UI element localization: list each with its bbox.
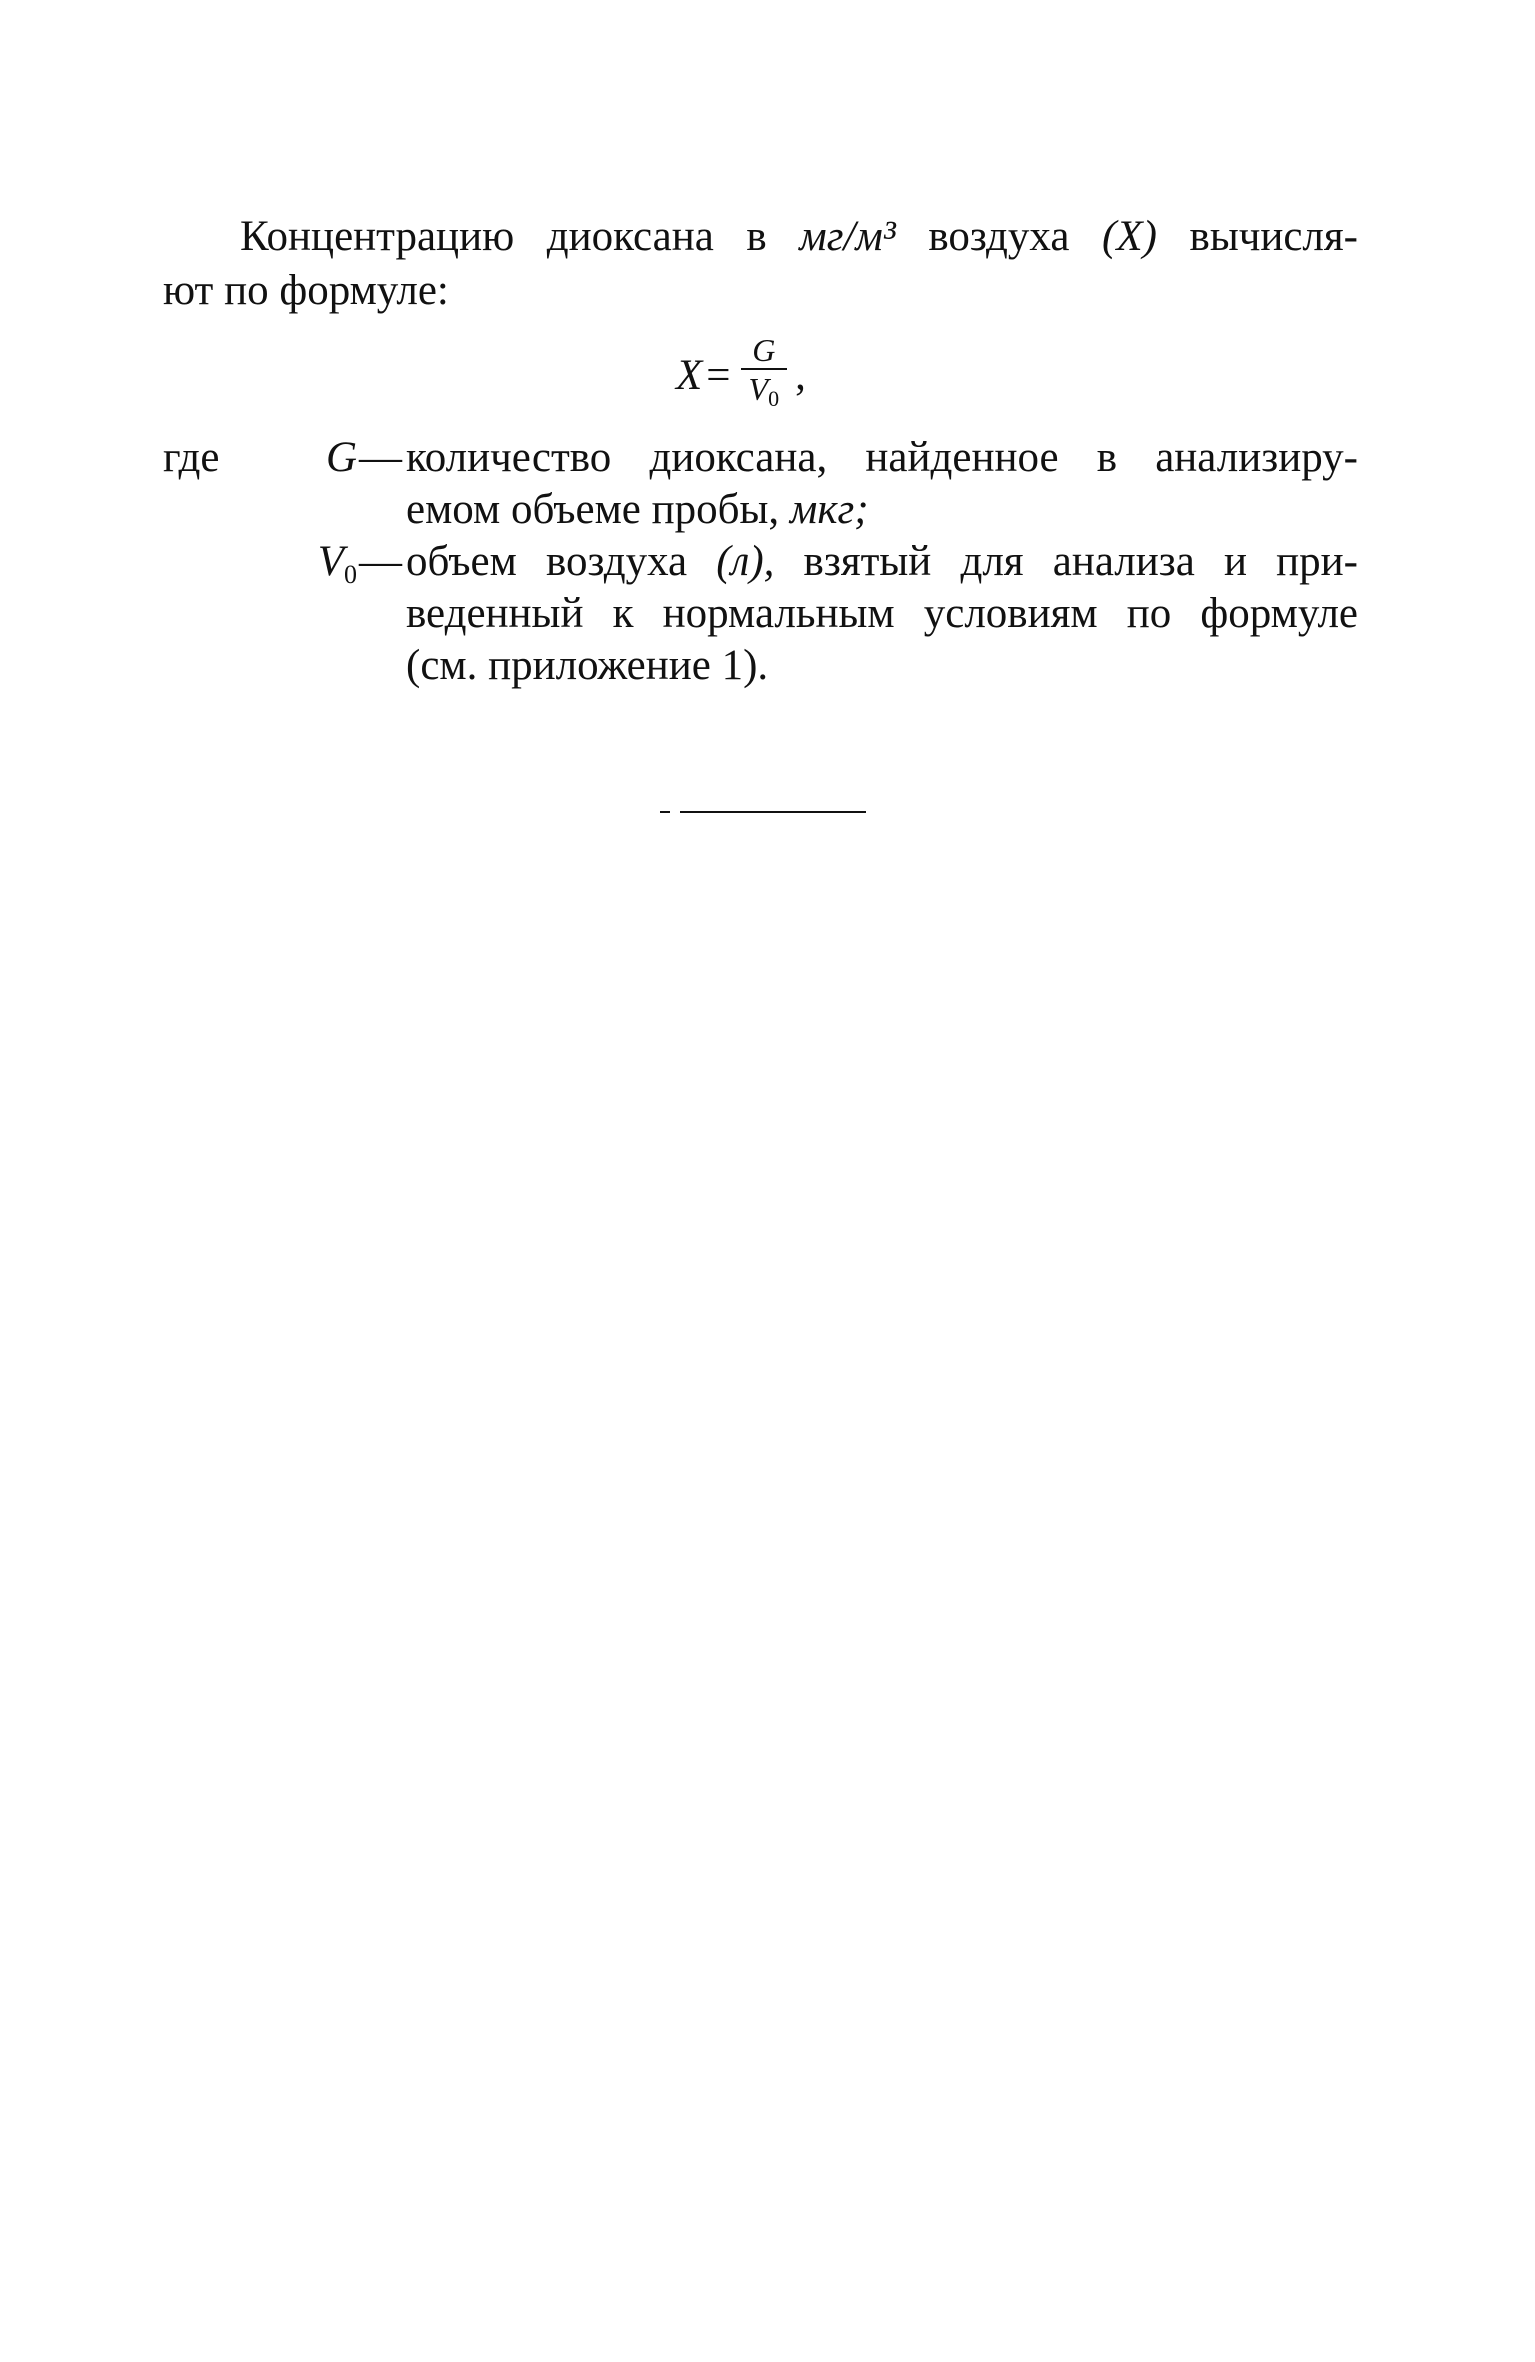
legend-dash: — [359, 434, 402, 481]
legend-description [406, 536, 1358, 692]
formula-fraction [741, 332, 788, 418]
unit-liter: (л), [716, 538, 775, 585]
legend-item-v0 [163, 536, 1358, 692]
legend-line [406, 484, 1358, 536]
intro-text: Концентрацию диоксана в [240, 213, 800, 260]
unit-mkg: мкг; [789, 486, 869, 533]
legend-line: (см. приложение 1). [406, 642, 769, 689]
legend-line [406, 536, 1358, 588]
legend-symbol-text: G [325, 434, 357, 481]
divider-gap [670, 811, 680, 813]
legend-symbol [249, 536, 357, 601]
section-divider [660, 811, 866, 813]
legend-symbol-sub: 0 [344, 560, 357, 589]
denominator-sub: 0 [768, 386, 780, 411]
formula-comma: , [795, 351, 806, 399]
legend-description [406, 432, 1358, 536]
legend-item-g [163, 432, 1358, 536]
legend-dash: — [359, 538, 402, 585]
formula-equals: = [706, 351, 731, 399]
variable-x: (X) [1102, 213, 1157, 260]
intro-paragraph [163, 210, 1358, 318]
denominator-var: V [748, 371, 769, 407]
legend-symbol [249, 432, 357, 484]
intro-line-1 [163, 210, 1358, 264]
legend-line: веденный к нормальным условиям по формуле [406, 590, 1358, 637]
legend-symbol-text: V [317, 538, 344, 585]
legend-text: объем воздуха [406, 538, 717, 585]
legend-where: где [163, 434, 220, 481]
formula-lhs: X [676, 351, 703, 399]
formula-legend [163, 432, 1358, 692]
unit-mg-per-m3: мг/м³ [799, 213, 896, 260]
legend-text: взятый для анализа и при- [774, 538, 1358, 585]
formula [676, 325, 806, 425]
formula-numerator: G [752, 332, 776, 368]
intro-line-2: ют по формуле: [163, 267, 449, 314]
intro-text: вычисля- [1156, 213, 1358, 260]
legend-text: емом объеме пробы, [406, 486, 790, 533]
formula-denominator [741, 370, 788, 418]
intro-text: воздуха [895, 213, 1103, 260]
legend-line: количество диоксана, найденное в анализиру- [406, 434, 1358, 481]
